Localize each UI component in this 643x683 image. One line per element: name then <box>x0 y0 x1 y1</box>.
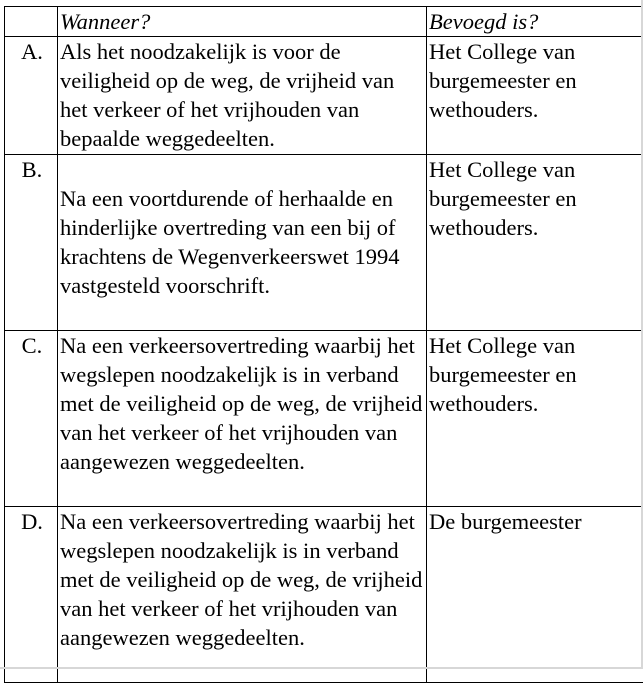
table-row <box>5 37 643 155</box>
table-row <box>5 155 643 331</box>
table-row <box>5 507 643 683</box>
header-when: Wanneer? <box>58 7 427 37</box>
row-who: De burgemeester <box>427 507 643 683</box>
header-letter-cell <box>5 7 58 37</box>
header-who: Bevoegd is? <box>427 7 643 37</box>
table-row <box>5 331 643 507</box>
row-letter: B. <box>5 155 58 331</box>
row-letter: A. <box>5 37 58 155</box>
row-when: Na een verkeersovertreding waarbij het wegslepen noodzakelijk is in verband met de veiligheid op de weg, de vrijheid van het verkeer of het vrijhouden van aangewezen weggedeelten. <box>58 507 427 683</box>
row-when: Na een voortdurende of herhaalde en hinderlijke overtreding van een bij of krachtens de Wegenverkeerswet 1994 vastgesteld voorschrift. <box>58 155 427 331</box>
table-header-row <box>5 7 643 37</box>
row-letter: D. <box>5 507 58 683</box>
competence-table <box>4 6 643 683</box>
row-letter: C. <box>5 331 58 507</box>
row-who: Het College van burgemeester en wethouders. <box>427 331 643 507</box>
row-who: Het College van burgemeester en wethouders. <box>427 155 643 331</box>
row-when: Als het noodzakelijk is voor de veiligheid op de weg, de vrijheid van het verkeer of het vrijhouden van bepaalde weggedeelten. <box>58 37 427 155</box>
row-who: Het College van burgemeester en wethouders. <box>427 37 643 155</box>
row-when: Na een verkeersovertreding waarbij het wegslepen noodzakelijk is in verband met de veiligheid op de weg, de vrijheid van het verkeer of het vrijhouden van aangewezen weggedeelten. <box>58 331 427 507</box>
